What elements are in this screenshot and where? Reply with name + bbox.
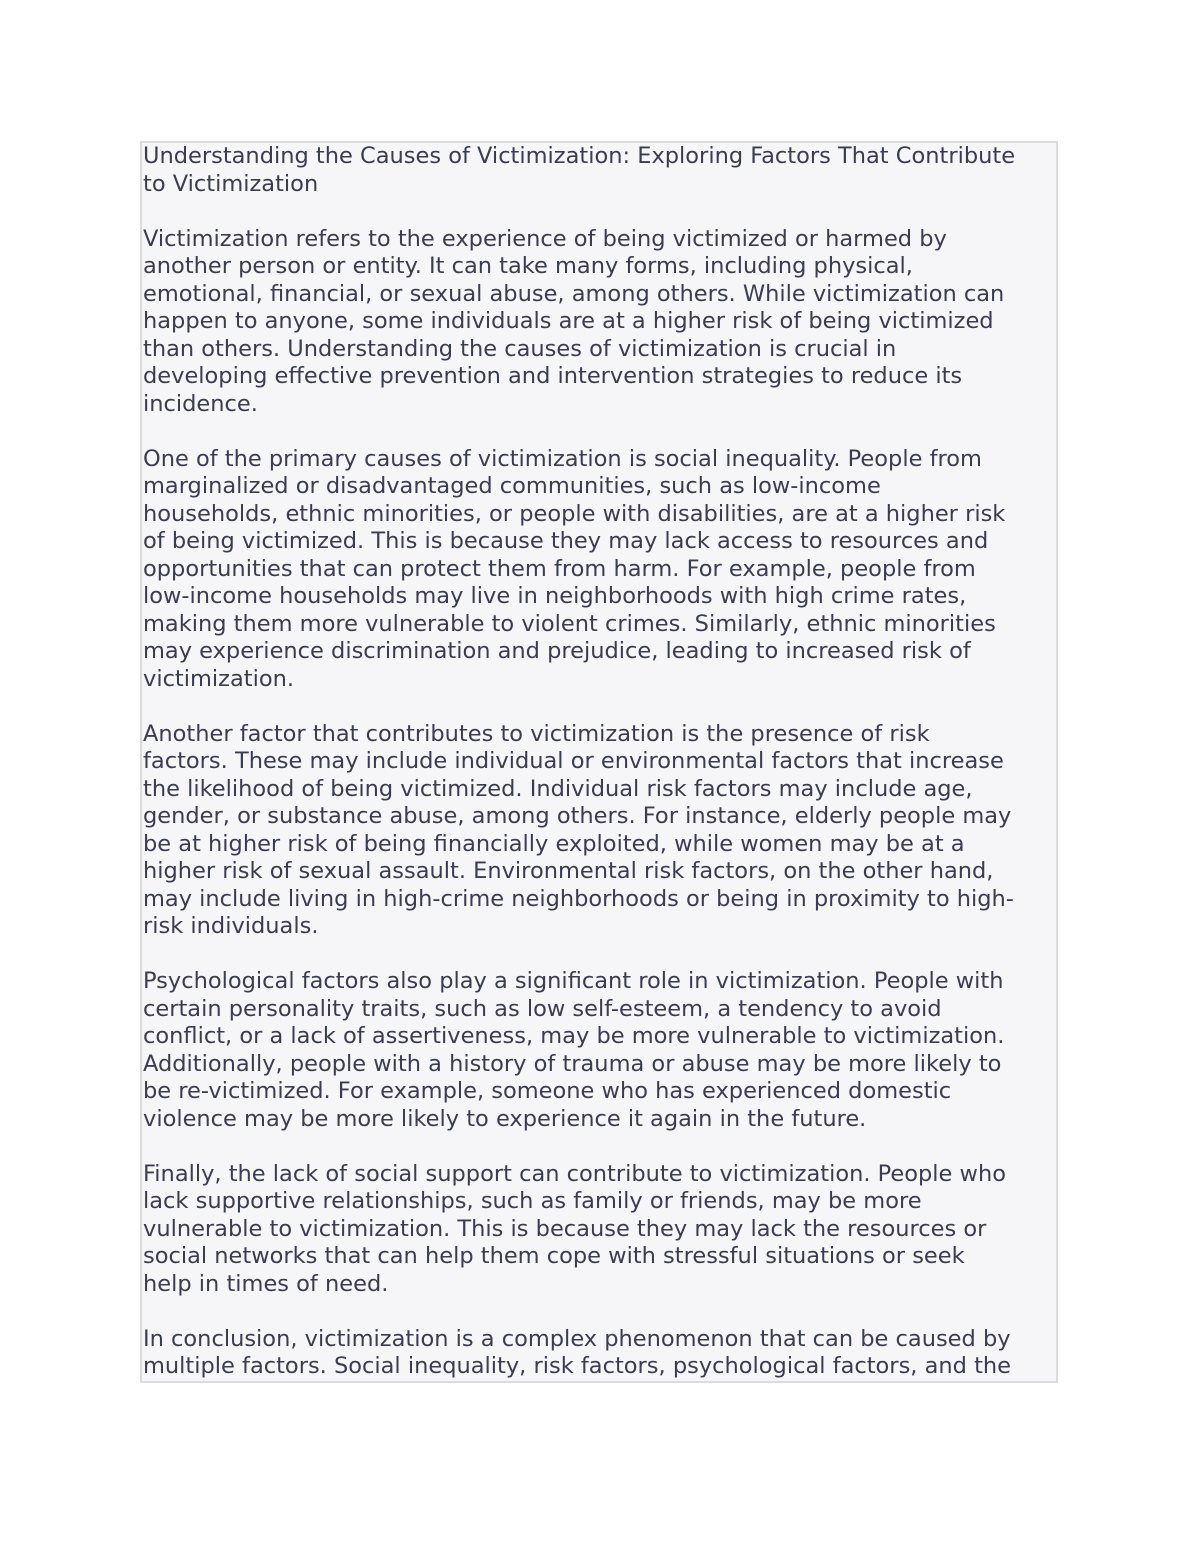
paragraph-line: low-income households may live in neighborhoods with high crime rates, <box>143 583 967 609</box>
paragraph-line: One of the primary causes of victimization is social inequality. People from <box>143 445 982 472</box>
document-title <box>143 143 1056 198</box>
paragraph-line: vulnerable to victimization. This is because they may lack the resources or <box>143 1215 987 1242</box>
paragraph-line: help in times of need. <box>143 1270 389 1297</box>
paragraph-line: developing effective prevention and intervention strategies to reduce its <box>143 363 963 389</box>
paragraph-line: violence may be more likely to experience it again in the future. <box>143 1105 867 1132</box>
paragraph-risk-factors <box>143 721 1056 941</box>
paragraph-line: the likelihood of being victimized. Individual risk factors may include age, <box>143 775 973 802</box>
paragraph-line: be re-victimized. For example, someone who has experienced domestic <box>143 1078 952 1104</box>
paragraph-line: may include living in high-crime neighborhoods or being in proximity to high- <box>143 885 1014 912</box>
paragraph-line: factors. These may include individual or environmental factors that increase <box>143 748 1004 774</box>
paragraph-line: another person or entity. It can take many forms, including physical, <box>143 253 913 279</box>
paragraph-line: marginalized or disadvantaged communities, such as low-income <box>143 473 881 499</box>
paragraph-social-support <box>143 1161 1056 1299</box>
paragraph-line: households, ethnic minorities, or people with disabilities, are at a higher risk <box>143 500 1006 527</box>
paragraph-line: emotional, financial, or sexual abuse, among others. While victimization can <box>143 280 1005 307</box>
document-text-box <box>140 141 1058 1383</box>
paragraph-line: social networks that can help them cope with stressful situations or seek <box>143 1243 965 1269</box>
paragraph-line: gender, or substance abuse, among others. For instance, elderly people may <box>143 803 1012 829</box>
paragraph-line: Psychological factors also play a significant role in victimization. People with <box>143 968 1004 994</box>
paragraph-conclusion <box>143 1326 1056 1381</box>
paragraph-social-inequality <box>143 446 1056 694</box>
title-line: Understanding the Causes of Victimization: Exploring Factors That Contribute <box>143 143 1016 169</box>
paragraph-line: Another factor that contributes to victimization is the presence of risk <box>143 720 930 747</box>
paragraph-line: incidence. <box>143 390 258 417</box>
paragraph-line: higher risk of sexual assault. Environmental risk factors, on the other hand, <box>143 858 994 884</box>
paragraph-line: of being victimized. This is because they may lack access to resources and <box>143 528 989 554</box>
paragraph-line: Additionally, people with a history of trauma or abuse may be more likely to <box>143 1050 1002 1077</box>
paragraph-line: conflict, or a lack of assertiveness, may be more vulnerable to victimization. <box>143 1023 1005 1049</box>
paragraph-line: making them more vulnerable to violent crimes. Similarly, ethnic minorities <box>143 610 996 637</box>
paragraph-line: lack supportive relationships, such as family or friends, may be more <box>143 1188 922 1214</box>
paragraph-psychological-factors <box>143 968 1056 1133</box>
title-line: to Victimization <box>143 170 319 197</box>
paragraph-line: risk individuals. <box>143 913 319 939</box>
paragraph-line: Victimization refers to the experience of being victimized or harmed by <box>143 225 947 252</box>
paragraph-line: opportunities that can protect them from harm. For example, people from <box>143 555 976 582</box>
paragraph-line: be at higher risk of being financially exploited, while women may be at a <box>143 830 965 857</box>
paragraph-line: victimization. <box>143 665 295 692</box>
paragraph-line: than others. Understanding the causes of victimization is crucial in <box>143 335 897 362</box>
paragraph-line: In conclusion, victimization is a complex phenomenon that can be caused by <box>143 1325 1011 1352</box>
paragraph-definition <box>143 226 1056 419</box>
paragraph-line: multiple factors. Social inequality, risk factors, psychological factors, and the <box>143 1353 1011 1379</box>
paragraph-line: may experience discrimination and prejudice, leading to increased risk of <box>143 638 971 664</box>
paragraph-line: happen to anyone, some individuals are at a higher risk of being victimized <box>143 308 994 334</box>
paragraph-line: Finally, the lack of social support can contribute to victimization. People who <box>143 1160 1006 1187</box>
paragraph-line: certain personality traits, such as low self-esteem, a tendency to avoid <box>143 995 942 1022</box>
